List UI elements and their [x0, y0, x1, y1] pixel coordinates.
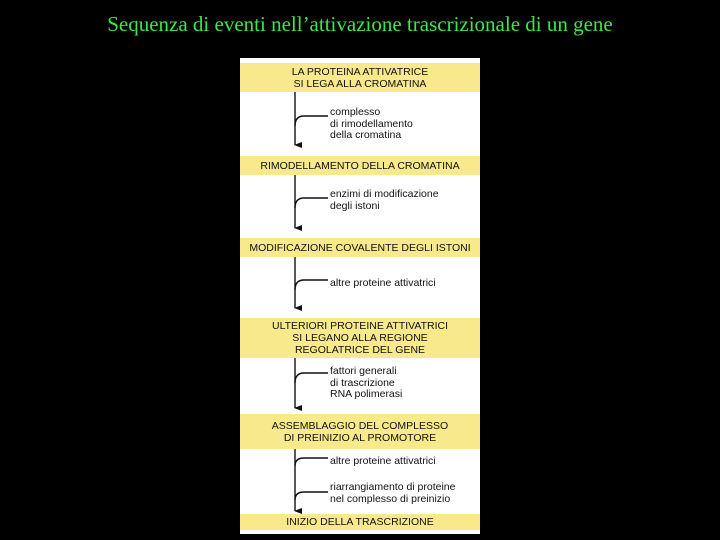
- flow-arrow-2: [295, 175, 328, 228]
- flow-arrow-4: [295, 358, 328, 408]
- step-box-3: MODIFICAZIONE COVALENTE DEGLI ISTONI: [240, 238, 480, 257]
- slide-title: Sequenza di eventi nell’attivazione trascrizionale di un gene: [107, 12, 613, 36]
- step-box-4: ULTERIORI PROTEINE ATTIVATRICI SI LEGANO ALLA REGIONE REGOLATRICE DEL GENE: [240, 318, 480, 358]
- flow-arrow-1: [295, 92, 328, 145]
- step-box-1: LA PROTEINA ATTIVATRICE SI LEGA ALLA CROMATINA: [240, 63, 480, 92]
- step-box-6: INIZIO DELLA TRASCRIZIONE: [240, 514, 480, 530]
- agent-label-5: altre proteine attivatrici: [330, 455, 436, 467]
- agent-label-6: riarrangiamento di proteine nel complesso di preinizio: [330, 481, 456, 505]
- agent-label-4: fattori generali di trascrizione RNA polimerasi: [330, 365, 403, 400]
- flow-arrow-5: [295, 449, 328, 511]
- agent-label-2: enzimi di modificazione degli istoni: [330, 188, 439, 212]
- agent-label-3: altre proteine attivatrici: [330, 277, 436, 289]
- flowchart-panel: [240, 58, 480, 534]
- step-box-2: RIMODELLAMENTO DELLA CROMATINA: [240, 156, 480, 175]
- flow-arrow-3: [295, 257, 328, 308]
- agent-label-1: complesso di rimodellamento della cromatina: [330, 106, 413, 141]
- step-box-5: ASSEMBLAGGIO DEL COMPLESSO DI PREINIZIO AL PROMOTORE: [240, 414, 480, 449]
